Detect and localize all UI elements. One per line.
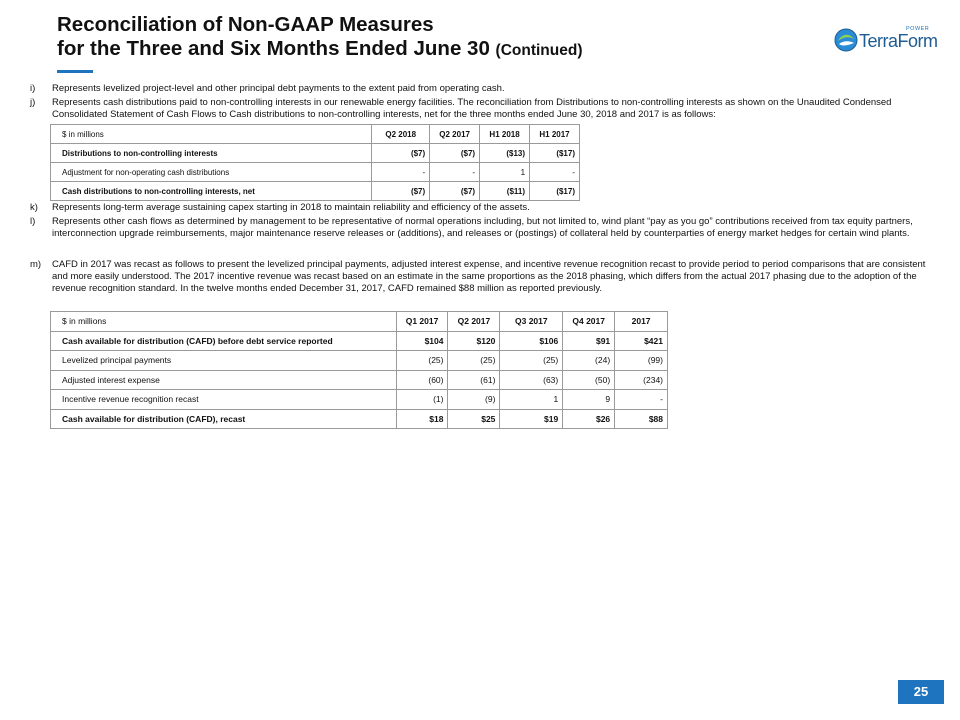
- table-cell: (25): [500, 351, 563, 371]
- note-text: Represents long-term average sustaining capex starting in 2018 to maintain reliability and efficiency of the assets.: [52, 202, 530, 213]
- title-line-2: [57, 37, 583, 63]
- title-accent-rule: [57, 70, 93, 73]
- table-cell: (1): [396, 390, 448, 410]
- column-header: H1 2018: [480, 125, 530, 144]
- column-header: $ in millions: [51, 125, 372, 144]
- note-text: CAFD in 2017 was recast as follows to present the levelized principal payments, adjusted interest expense, and incentive revenue recognition recast to provide period to period comparisons that are consistent and more easily understood. The 2017 incentive revenue was recast based on an estimate in the same proportions as the 2018 phasing, which differs from the actual 2017 phasing due to the adoption of the revenue recognition standard. In the twelve months ended December 31, 2017, CAFD remained $88 million as reported previously.: [52, 259, 926, 294]
- table-cell: (24): [563, 351, 615, 371]
- page-number-badge: 25: [898, 680, 944, 704]
- table-cell: (25): [396, 351, 448, 371]
- note-j: [30, 97, 935, 121]
- table-cell: $26: [563, 409, 615, 429]
- note-text: Represents other cash flows as determined by management to be representative of normal operations including, but not limited to, wind plant “pay as you go” contributions received from tax equity partners, interconnection upgrade reimbursements, major maintenance reserve releases or (additions), and releases or (postings) of collateral held by counterparties of energy market hedges for certain wind plants.: [52, 216, 913, 239]
- table-cell: ($17): [530, 182, 580, 201]
- table-cell: ($7): [372, 182, 430, 201]
- table-cell: -: [430, 163, 480, 182]
- logo-tagline: POWER: [906, 26, 930, 32]
- cafd-recast-table: [50, 311, 668, 429]
- table-cell: 1: [480, 163, 530, 182]
- table-header-row: [51, 125, 580, 144]
- logo-mark-icon: [834, 28, 858, 52]
- table-cell: (50): [563, 370, 615, 390]
- table-cell: -: [615, 390, 668, 410]
- table-cell: $91: [563, 331, 615, 351]
- row-label: Distributions to non-controlling interests: [51, 144, 372, 163]
- note-marker: j): [30, 97, 36, 108]
- row-label: Cash available for distribution (CAFD) before debt service reported: [51, 331, 397, 351]
- table-cell: 9: [563, 390, 615, 410]
- column-header: Q3 2017: [500, 312, 563, 332]
- table-cell: (25): [448, 351, 500, 371]
- table-row: [51, 331, 668, 351]
- table-cell: 1: [500, 390, 563, 410]
- note-marker: l): [30, 216, 36, 227]
- note-marker: k): [30, 202, 38, 213]
- note-l: [30, 216, 935, 240]
- table-cell: (234): [615, 370, 668, 390]
- table-row: [51, 144, 580, 163]
- row-label: Cash distributions to non-controlling interests, net: [51, 182, 372, 201]
- row-label: Cash available for distribution (CAFD), recast: [51, 409, 397, 429]
- table-cell: $19: [500, 409, 563, 429]
- table-cell: $421: [615, 331, 668, 351]
- row-label: Incentive revenue recognition recast: [51, 390, 397, 410]
- note-k: [30, 202, 935, 214]
- column-header: Q4 2017: [563, 312, 615, 332]
- column-header: Q2 2017: [448, 312, 500, 332]
- table-cell: (61): [448, 370, 500, 390]
- terraform-logo: [834, 26, 938, 54]
- title-continued: (Continued): [495, 42, 583, 59]
- note-text: Represents cash distributions paid to non-controlling interests in our renewable energy facilities. The reconciliation from Distributions to non-controlling interests as shown on the Unaudited Condensed Consolidated Statement of Cash Flows to Cash distributions to non-controlling interests, net for the three months ended June 30, 2018 and 2017 is as follows:: [52, 97, 892, 120]
- table-row: [51, 182, 580, 201]
- table-cell: ($7): [430, 182, 480, 201]
- title-line-1: Reconciliation of Non-GAAP Measures: [57, 13, 434, 36]
- table-cell: ($7): [372, 144, 430, 163]
- row-label: Adjustment for non-operating cash distributions: [51, 163, 372, 182]
- note-marker: m): [30, 259, 42, 270]
- table-row: [51, 409, 668, 429]
- table-cell: (60): [396, 370, 448, 390]
- table-cell: -: [372, 163, 430, 182]
- noncontrolling-distributions-table: [50, 124, 580, 201]
- column-header: 2017: [615, 312, 668, 332]
- table-cell: (9): [448, 390, 500, 410]
- table-cell: $88: [615, 409, 668, 429]
- column-header: Q1 2017: [396, 312, 448, 332]
- note-i: [30, 83, 935, 95]
- note-text: Represents levelized project-level and other principal debt payments to the extent paid from operating cash.: [52, 83, 505, 94]
- table-cell: (63): [500, 370, 563, 390]
- table-cell: ($7): [430, 144, 480, 163]
- table-cell: ($17): [530, 144, 580, 163]
- logo-wordmark: TerraForm: [859, 31, 938, 51]
- table-cell: $106: [500, 331, 563, 351]
- table-row: [51, 351, 668, 371]
- table-row: [51, 390, 668, 410]
- table-header-row: [51, 312, 668, 332]
- title-line-2-text: for the Three and Six Months Ended June 30: [57, 37, 490, 60]
- table-cell: $18: [396, 409, 448, 429]
- note-marker: i): [30, 83, 36, 94]
- table-row: [51, 163, 580, 182]
- row-label: Adjusted interest expense: [51, 370, 397, 390]
- row-label: Levelized principal payments: [51, 351, 397, 371]
- table-row: [51, 370, 668, 390]
- table-cell: ($11): [480, 182, 530, 201]
- table-cell: (99): [615, 351, 668, 371]
- table-cell: $120: [448, 331, 500, 351]
- table-cell: $25: [448, 409, 500, 429]
- note-m: [30, 259, 935, 295]
- column-header: H1 2017: [530, 125, 580, 144]
- column-header: $ in millions: [51, 312, 397, 332]
- column-header: Q2 2017: [430, 125, 480, 144]
- table-cell: ($13): [480, 144, 530, 163]
- slide-title: [57, 13, 583, 63]
- table-cell: $104: [396, 331, 448, 351]
- table-cell: -: [530, 163, 580, 182]
- column-header: Q2 2018: [372, 125, 430, 144]
